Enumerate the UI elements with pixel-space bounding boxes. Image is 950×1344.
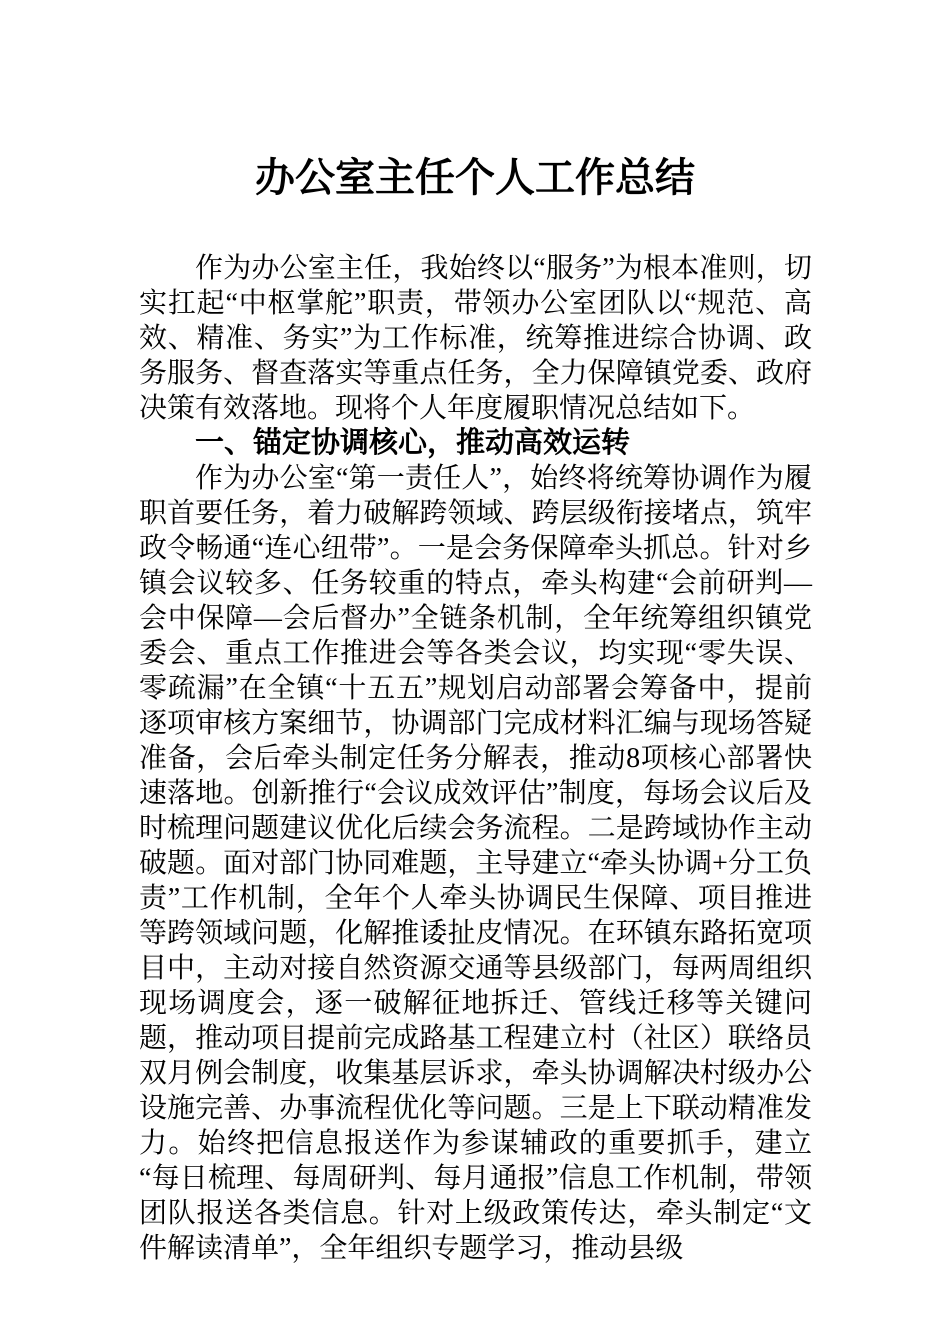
- section-heading-1: 一、锚定协调核心，推动高效运转: [194, 427, 630, 459]
- document-title: 办公室主任个人工作总结: [255, 155, 695, 200]
- document-body: [139, 251, 812, 1266]
- paragraph-intro: 作为办公室主任，我始终以“服务”为根本准则，切实扛起“中枢掌舵”职责，带领办公室团队以“规范、高效、精准、务实”为工作标准，统筹推进综合协调、政务服务、督查落实等重点任务，全力保障镇党委、政府决策有效落地。现将个人年度履职情况总结如下。: [139, 253, 812, 424]
- paragraph-section-1: 作为办公室“第一责任人”，始终将统筹协调作为履职首要任务，着力破解跨领域、跨层级衔接堵点，筑牢政令畅通“连心纽带”。一是会务保障牵头抓总。针对乡镇会议较多、任务较重的特点，牵头构建“会前研判—会中保障—会后督办”全链条机制，全年统筹组织镇党委会、重点工作推进会等各类会议，均实现“零失误、零疏漏”在全镇“十五五”规划启动部署会筹备中，提前逐项审核方案细节，协调部门完成材料汇编与现场答疑准备，会后牵头制定任务分解表，推动8项核心部署快速落地。创新推行“会议成效评估”制度，每场会议后及时梳理问题建议优化后续会务流程。二是跨域协作主动破题。面对部门协同难题，主导建立“牵头协调+分工负责”工作机制，全年个人牵头协调民生保障、项目推进等跨领域问题，化解推诿扯皮情况。在环镇东路拓宽项目中，主动对接自然资源交通等县级部门，每两周组织现场调度会，逐一破解征地拆迁、管线迁移等关键问题，推动项目提前完成路基工程建立村（社区）联络员双月例会制度，收集基层诉求，牵头协调解决村级办公设施完善、办事流程优化等问题。三是上下联动精准发力。始终把信息报送作为参谋辅政的重要抓手，建立“每日梳理、每周研判、每月通报”信息工作机制，带领团队报送各类信息。针对上级政策传达，牵头制定“文件解读清单”，全年组织专题学习，推动县级: [139, 463, 812, 1264]
